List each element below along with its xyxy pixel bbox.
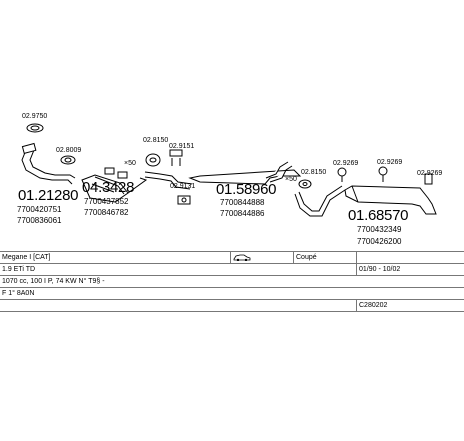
car-icon (233, 256, 251, 263)
code-cell: F 1° 8A0N (0, 288, 464, 300)
model-cell: Megane I [CAT] (0, 252, 231, 264)
empty-cell (357, 252, 464, 264)
front-clamp-icon (61, 156, 75, 164)
info-row-specs (0, 276, 464, 288)
front-pipe-oem-1: 7700420751 (17, 205, 62, 214)
catalyst-oem-2: 7700846782 (84, 208, 129, 217)
middle-pipe-oem-2: 7700844886 (220, 209, 265, 218)
middle-pipe-diameter: ×50 (285, 176, 297, 183)
rear-pipe-icon (295, 186, 345, 216)
hanger-4-code: 02.8150 (301, 169, 327, 176)
info-row-code (0, 288, 464, 300)
catalyst-oem-1: 7700437852 (84, 197, 129, 206)
catalogue-cell: C280202 (357, 300, 464, 312)
front-pipe-oem-2: 7700836061 (17, 216, 62, 225)
rear-silencer-code: 01.68570 (348, 207, 409, 224)
catalyst-code: 04.3428 (82, 179, 135, 196)
body-cell: Coupé (294, 252, 357, 264)
hanger-1-icon (146, 154, 160, 166)
middle-pipe-code: 01.58960 (216, 181, 277, 198)
rear-silencer-oem-1: 7700432349 (357, 225, 402, 234)
hanger-3-code: 02.9131 (170, 183, 196, 190)
rear-silencer-oem-2: 7700426200 (357, 237, 402, 246)
hanger-5-icon (338, 168, 346, 182)
info-row-model (0, 252, 464, 264)
vehicle-info-table (0, 251, 464, 312)
hanger-5-code: 02.9269 (333, 160, 359, 167)
catalyst-diameter: ×50 (124, 160, 136, 167)
hanger-1-code: 02.8150 (143, 137, 169, 144)
middle-pipe-oem-1: 7700844888 (220, 198, 265, 207)
hanger-6-code: 02.9269 (377, 159, 403, 166)
top-clamp-icon (27, 124, 43, 132)
front-pipe-code: 01.21280 (18, 187, 79, 204)
info-row-engine (0, 264, 464, 276)
dates-cell: 01/90 - 10/02 (357, 264, 464, 276)
hanger-6-icon (379, 167, 387, 182)
front-downpipe-icon (22, 150, 75, 184)
hanger-2-code: 02.9151 (169, 143, 195, 150)
engine-cell: 1.9 ETi TD (0, 264, 231, 276)
info-row-catalogue (0, 300, 464, 312)
hanger-2-icon (170, 150, 182, 166)
clamp-top-code: 02.9750 (22, 113, 48, 120)
hanger-4-icon (299, 180, 311, 188)
hanger-3-icon (178, 196, 190, 204)
clamp-front-code: 02.8009 (56, 147, 82, 154)
specs-cell: 1070 cc, 100 I P, 74 KW N° T9§ - (0, 276, 464, 288)
car-icon-cell (231, 252, 294, 264)
hanger-7-code: 02.9269 (417, 170, 443, 177)
